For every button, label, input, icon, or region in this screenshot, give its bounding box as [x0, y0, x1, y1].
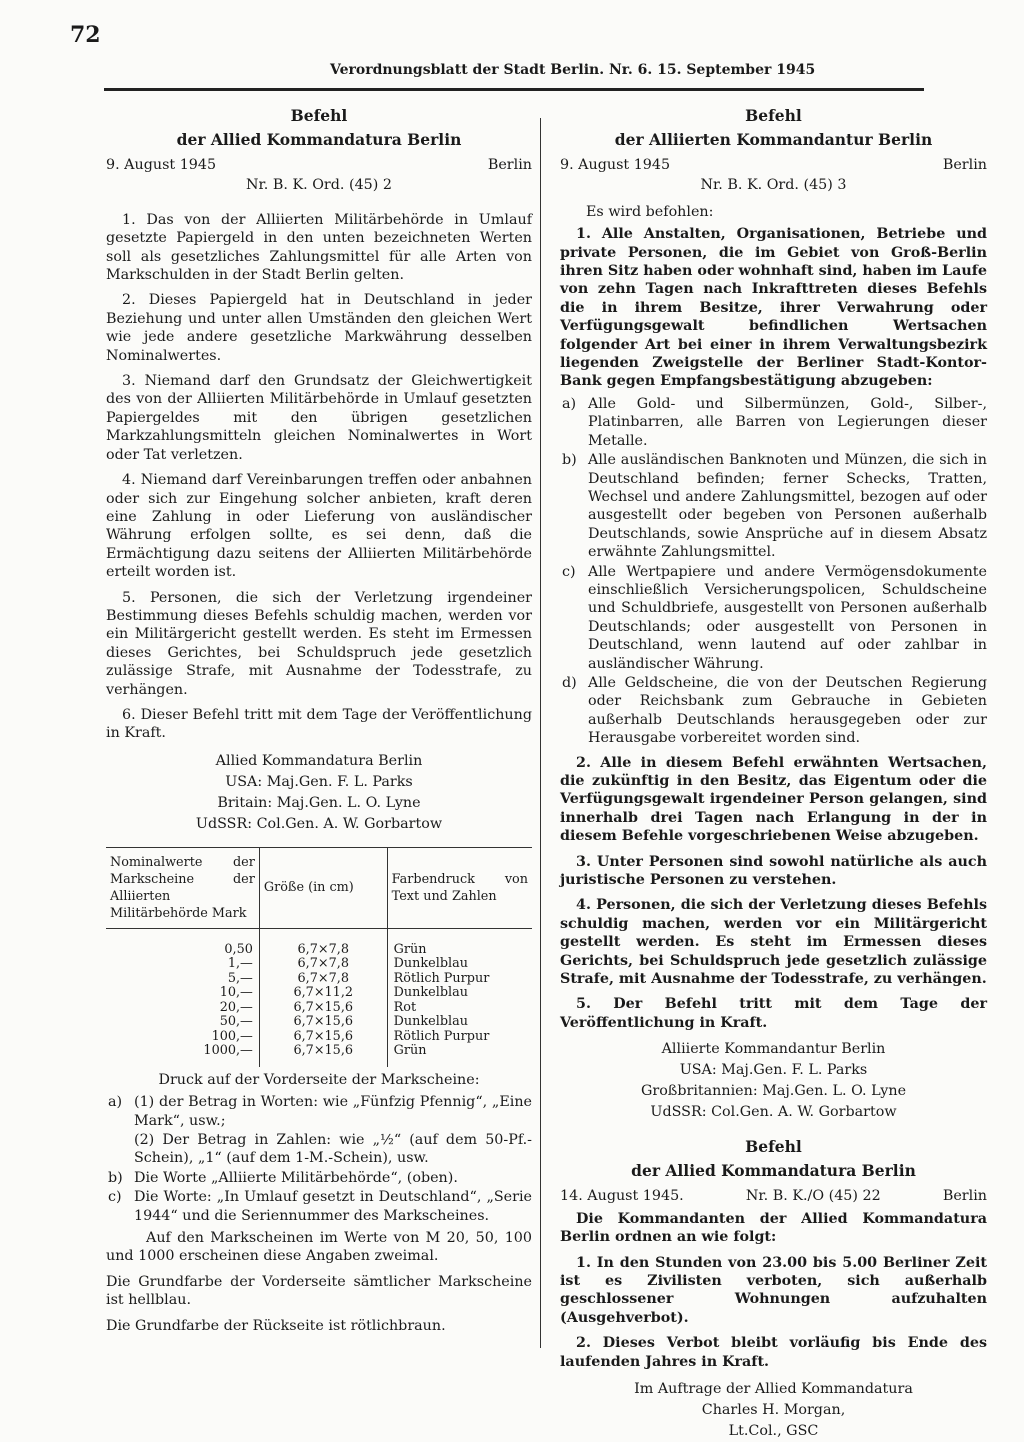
table-cell: 6,7×7,8	[259, 957, 387, 972]
signature-line: Charles H. Morgan,	[701, 1401, 846, 1418]
table-cell: 10,—	[219, 985, 253, 1001]
paragraph: Die Grundfarbe der Rückseite ist rötlichbraun.	[106, 1317, 446, 1334]
signature-line: Lt.Col., GSC	[728, 1422, 819, 1439]
order-intro: Es wird befohlen:	[586, 203, 714, 220]
table-cell: 6,7×15,6	[259, 1044, 387, 1067]
print-intro: Druck auf der Vorderseite der Markscheine:	[158, 1071, 480, 1088]
order-authority: der Allied Kommandatura Berlin	[176, 130, 462, 149]
table-cell: 6,7×11,2	[259, 986, 387, 1001]
item-label: b)	[562, 452, 577, 469]
paragraph: 1. Alle Anstalten, Organisationen, Betriebe und private Personen, die im Gebiet von Groß-Berlin ihren Sitz haben oder wohnhaft sind, haben im Laufe von zehn Tagen nach Inkrafttreten dieses Befehls die in ihrem Besitze, ihrer Verwahrung oder Verfügungsgewalt befindlichen Wertsachen folgender Art bei einer in ihrem Verwaltungsbezirk liegenden Zweigstelle der Berliner Stadt-Kontor-Bank gegen Empfangsbestätigung abzugeben:	[560, 226, 988, 390]
order-place: Berlin	[487, 157, 532, 173]
paragraph: 1. Das von der Alliierten Militärbehörde in Umlauf gesetzte Papiergeld in den unten bezeichneten Werten soll als gesetzliches Zahlungsmittel für alle Arten von Markschulden in der Stadt Berlin gelten.	[106, 211, 532, 284]
table-cell: 6,7×7,8	[259, 972, 387, 987]
table-row	[106, 972, 532, 987]
table-header: Größe (in cm)	[259, 847, 387, 928]
signature-line: Alliierte Kommandantur Berlin	[661, 1041, 886, 1058]
table-cell: Grün	[387, 928, 532, 957]
table-cell: 6,7×15,6	[259, 1001, 387, 1016]
paragraph: 5. Personen, die sich der Verletzung irgendeiner Bestimmung dieses Befehls schuldig machen, werden vor ein Militärgericht gestellt werden. Es steht im Ermessen dieses Gerichtes, bei Schuldspruch jede gesetzlich zulässige Strafe, mit Ausnahme der Todesstrafe, zu verhängen.	[106, 589, 532, 698]
list-item	[560, 395, 987, 450]
item-text: Alle ausländischen Banknoten und Münzen, die sich in Deutschland befinden; ferner Schecks, Tratten, Wechsel und andere Zahlungsmittel, bezogen auf oder ausgestellt oder begeben von Personen außerhalb Deutschlands, sowie Ansprüche auf in diesem Absatz erwähnte Zahlungsmittel.	[588, 452, 987, 561]
paragraph: 3. Niemand darf den Grundsatz der Gleichwertigkeit des von der Alliierten Militärbehörde in Umlauf gesetzten Papiergeldes mit den übrigen gesetzlichen Markzahlungsmitteln gleichen Nominalwertes in Wort oder Tat verletzen.	[106, 373, 532, 463]
signature-block	[560, 1039, 987, 1123]
page-number: 72	[70, 22, 101, 48]
order-heading: Befehl	[745, 1137, 802, 1157]
paragraph: 2. Dieses Papiergeld hat in Deutschland in jeder Beziehung und unter allen Umständen den gleichen Wert wie jede andere gesetzliche Markwährung desselben Nominalwertes.	[106, 292, 532, 364]
table-cell: 6,7×15,6	[259, 1030, 387, 1045]
table-cell: Rötlich Purpur	[387, 1030, 532, 1045]
order-date: 9. August 1945	[106, 157, 217, 173]
paragraph: Auf den Markscheinen im Werte von M 20, 50, 100 und 1000 erscheinen diese Angaben zweimal.	[106, 1230, 532, 1265]
signature-line: USA: Maj.Gen. F. L. Parks	[225, 773, 413, 790]
item-label: c)	[108, 1189, 122, 1206]
list-item	[106, 1188, 532, 1225]
table-row	[106, 1015, 532, 1030]
order-authority: der Allied Kommandatura Berlin	[631, 1161, 916, 1181]
item-label: c)	[562, 563, 576, 580]
item-label: a)	[108, 1094, 123, 1111]
item-label: a)	[562, 395, 577, 412]
paragraph: Die Kommandanten der Allied Kommandatura Berlin ordnen an wie folgt:	[560, 1210, 987, 1246]
paragraph: 2. Dieses Verbot bleibt vorläufig bis Ende des laufenden Jahres in Kraft.	[560, 1335, 987, 1370]
signature-line: UdSSR: Col.Gen. A. W. Gorbartow	[650, 1104, 897, 1121]
signature-line: Im Auftrage der Allied Kommandatura	[634, 1380, 913, 1397]
table-row	[106, 1030, 532, 1045]
list-item	[106, 1093, 532, 1130]
running-head: Verordnungsblatt der Stadt Berlin. Nr. 6. 15. September 1945	[330, 62, 816, 78]
table-row	[106, 1044, 532, 1067]
item-label	[106, 1131, 134, 1168]
item-text: Alle Geldscheine, die von der Deutschen Regierung oder Reichsbank zum Gebrauche in Gebieten außerhalb Deutschlands herausgegeben oder zur Herausgabe vorbereitet worden sind.	[588, 674, 987, 747]
paragraph: 4. Niemand darf Vereinbarungen treffen oder anbahnen oder sich zur Eingehung solcher anbieten, kraft deren eine Zahlung in oder Lieferung von ausländischer Währung erfolgen sollte, es sei denn, daß die Ermächtigung dazu seitens der Alliierten Militärbehörde erteilt worden ist.	[106, 472, 532, 581]
paragraph: 5. Der Befehl tritt mit dem Tage der Veröffentlichung in Kraft.	[560, 996, 987, 1031]
signature-line: Großbritannien: Maj.Gen. L. O. Lyne	[640, 1083, 907, 1100]
header-rule	[104, 88, 924, 91]
signature-line: USA: Maj.Gen. F. L. Parks	[679, 1062, 868, 1079]
table-cell: Dunkelblau	[387, 986, 532, 1001]
order-date-line	[106, 156, 532, 174]
order-date: 14. August 1945.	[560, 1188, 684, 1205]
order-heading: Befehl	[745, 106, 802, 125]
table-cell: Rot	[387, 1001, 532, 1016]
column-divider	[540, 118, 541, 1348]
order-number: Nr. B. K./O (45) 22	[745, 1188, 881, 1205]
signature-block	[560, 1379, 987, 1442]
table-row	[106, 986, 532, 1001]
paragraph: 6. Dieser Befehl tritt mit dem Tage der Veröffentlichung in Kraft.	[106, 706, 532, 742]
item-text: (1) der Betrag in Worten: wie „Fünfzig Pfennig“, „Eine Mark“, usw.;	[134, 1094, 532, 1129]
table-header: Nominalwerte der Markscheine der Alliierten Militärbehörde Mark	[106, 847, 259, 928]
order-heading: Befehl	[290, 106, 348, 125]
table-cell: 1,—	[227, 956, 253, 972]
table-cell: Grün	[387, 1044, 532, 1067]
table-cell: 6,7×15,6	[259, 1015, 387, 1030]
order-authority: der Alliierten Kommandantur Berlin	[614, 130, 933, 149]
list-item	[560, 451, 987, 561]
table-cell: 20,—	[219, 999, 253, 1015]
table-cell: Rötlich Purpur	[387, 972, 532, 987]
table-cell: 6,7×7,8	[259, 928, 387, 957]
table-row	[106, 928, 532, 957]
order-place: Berlin	[942, 1188, 987, 1205]
item-text: Alle Wertpapiere und andere Vermögensdokumente einschließlich Versicherungspolicen, Schuldscheine und Schuldbriefe, ausgestellt von Personen außerhalb Deutschlands; oder ausgestellt von Personen in Deutschland, wenn lautend auf oder zahlbar in ausländischer Währung.	[588, 563, 987, 672]
table-header: Farbendruck von Text und Zahlen	[387, 847, 532, 928]
table-row	[106, 957, 532, 972]
list-item	[106, 1169, 532, 1187]
table-cell: 1000,—	[203, 1043, 253, 1059]
signature-line: UdSSR: Col.Gen. A. W. Gorbartow	[195, 815, 443, 832]
table-row	[106, 1001, 532, 1016]
left-column	[106, 104, 532, 1342]
order-number: Nr. B. K. Ord. (45) 2	[245, 177, 392, 194]
paragraph: 1. In den Stunden von 23.00 bis 5.00 Berliner Zeit ist es Zivilisten verboten, sich außerhalb geschlossener Wohnungen aufzuhalten (Ausgehverbot).	[560, 1254, 987, 1326]
paragraph: 4. Personen, die sich der Verletzung dieses Befehls schuldig machen, werden vor ein Militärgericht gestellt werden. Es steht im Ermessen dieses Gerichts, bei Schuldspruch jede gesetzlich zulässige Strafe, mit Ausnahme der Todesstrafe, zu verhängen.	[560, 897, 987, 988]
list-item	[560, 674, 987, 748]
order-place: Berlin	[942, 157, 987, 173]
banknote-table	[106, 847, 532, 1067]
table-cell: Dunkelblau	[387, 1015, 532, 1030]
signature-block	[106, 751, 532, 835]
right-column	[560, 104, 987, 1442]
item-label: b)	[108, 1169, 123, 1186]
item-text: Die Worte: „In Umlauf gesetzt in Deutschland“, „Serie 1944“ und die Seriennummer des Markscheines.	[134, 1189, 532, 1224]
table-cell: 5,—	[227, 970, 253, 986]
item-label: d)	[562, 674, 577, 691]
item-text: Alle Gold- und Silbermünzen, Gold-, Silber-, Platinbarren, alle Barren von Legierungen dieser Metalle.	[588, 395, 987, 449]
paragraph: 3. Unter Personen sind sowohl natürliche als auch juristische Personen zu verstehen.	[560, 853, 987, 889]
signature-line: Britain: Maj.Gen. L. O. Lyne	[217, 794, 421, 811]
order-date-line	[560, 1187, 987, 1205]
order-number: Nr. B. K. Ord. (45) 3	[700, 177, 847, 194]
paragraph: 2. Alle in diesem Befehl erwähnten Wertsachen, die zukünftig in den Besitz, das Eigentum oder die Verfügungsgewalt irgendeiner Person gelangen, sind innerhalb drei Tagen nach Erlangung in der in diesem Befehle vorgeschriebenen Weise abzugeben.	[560, 754, 987, 845]
list-item	[560, 563, 987, 673]
table-cell: 100,—	[211, 1028, 253, 1044]
table-cell: 0,50	[224, 941, 253, 957]
signature-line: Allied Kommandatura Berlin	[215, 752, 423, 769]
order-date-line	[560, 156, 987, 174]
list-item	[106, 1131, 532, 1168]
order-date: 9. August 1945	[560, 157, 671, 173]
paragraph: Die Grundfarbe der Vorderseite sämtlicher Markscheine ist hellblau.	[106, 1273, 532, 1309]
item-text: (2) Der Betrag in Zahlen: wie „½“ (auf dem 50-Pf.-Schein), „1“ (auf dem 1-M.-Schein), usw.	[134, 1132, 532, 1167]
item-text: Die Worte „Alliierte Militärbehörde“, (oben).	[134, 1169, 458, 1186]
table-cell: 50,—	[219, 1014, 253, 1030]
table-cell: Dunkelblau	[387, 957, 532, 972]
